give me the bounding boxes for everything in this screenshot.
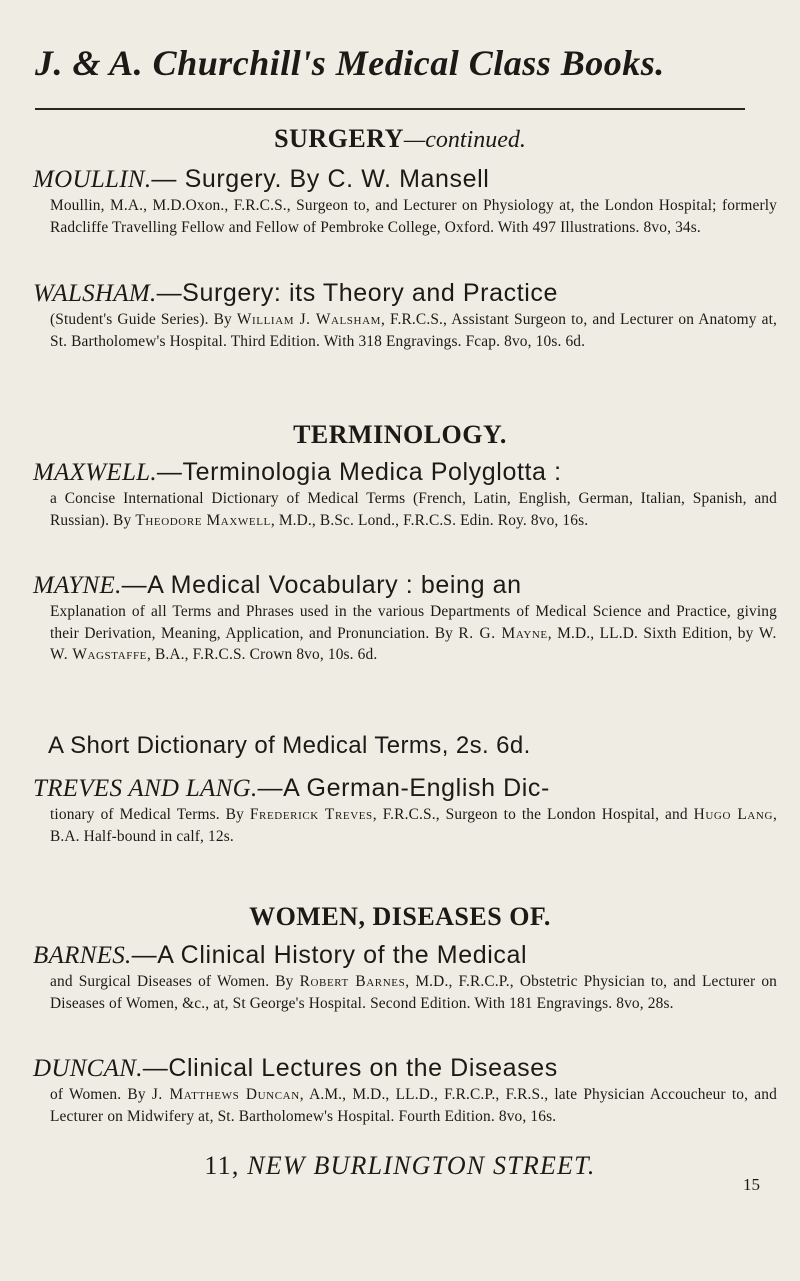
entry-barnes (33, 940, 778, 1014)
entry-maxwell (33, 457, 778, 531)
entry-title: A Medical Vocabulary : being an (147, 571, 522, 599)
entry-author: BARNES. (33, 942, 132, 969)
publisher-address (0, 1151, 800, 1181)
author-name: Robert Barnes (299, 973, 406, 990)
description-text: , M.D., F.R.C.P., Obstetric Physician to, and Lecturer on Diseases of Women, &c., at, St George's Hospital. Second Edition. With 181 Engravings. 8vo, 28s. (50, 973, 778, 1012)
description-text: , B.A. Half-bound in calf, 12s. (50, 806, 778, 845)
entry-heading (33, 773, 778, 804)
entry-mayne (33, 570, 778, 666)
entry-heading (33, 570, 778, 601)
description-text: and Surgical Diseases of Women. By (50, 973, 300, 990)
description-text: , B.A., F.R.C.S. Crown 8vo, 10s. 6d. (147, 646, 378, 663)
short-dictionary-entry: A Short Dictionary of Medical Terms, 2s. 6d. (48, 732, 531, 759)
author-name: William J. Walsham (236, 311, 381, 328)
entry-description: Moullin, M.A., M.D.Oxon., F.R.C.S., Surgeon to, and Lecturer on Physiology at, the London Hospital; formerly Radcliffe Travelling Fellow and Fellow of Pembroke College, Oxford. With 497 Illustrations. 8vo, 34s. (50, 197, 777, 236)
description-text: , A.M., M.D., LL.D., F.R.C.P., F.R.S., late Physician Accoucheur to, and Lecturer on Midwifery at, St. Bartholomew's Hospital. Fourth Edition. 8vo, 16s. (50, 1086, 777, 1125)
entry-author: MOULLIN. (33, 166, 152, 193)
entry-dash: — (142, 1054, 169, 1082)
entry-author: MAXWELL. (33, 459, 157, 486)
description-text: a Concise International Dictionary of Medical Terms (French, Latin, English, German, Italian, Spanish, and Russian). By (50, 490, 777, 529)
section-title: SURGERY (274, 124, 404, 153)
author-name: Theodore Maxwell (135, 511, 271, 529)
entry-dash: — (131, 941, 158, 969)
section-continued: —continued. (403, 127, 526, 153)
description-text: , M.D., B.Sc. Lond., F.R.C.S. Edin. Roy. 8vo, 16s. (270, 511, 589, 529)
entry-title: A Clinical History of the Medical (157, 941, 528, 969)
entry-dash: — (257, 774, 284, 802)
description-text: , M.D., LL.D. Sixth Edition, by (547, 624, 759, 642)
entry-title: Clinical Lectures on the Diseases (168, 1054, 558, 1082)
entry-heading (33, 1053, 778, 1084)
author-name: Frederick Treves (249, 806, 373, 823)
entry-moullin (33, 164, 778, 238)
section-heading-surgery (0, 124, 800, 154)
entry-title: A German-English Dic- (283, 774, 550, 802)
entry-walsham (33, 278, 778, 352)
entry-title: Terminologia Medica Polyglotta : (182, 458, 562, 486)
entry-description (50, 488, 777, 531)
section-heading-women-diseases: WOMEN, DISEASES OF. (249, 902, 551, 931)
header-rule (35, 108, 745, 110)
entry-author: WALSHAM. (33, 280, 157, 307)
entry-description (50, 971, 777, 1014)
description-text: , F.R.C.S., Assistant Surgeon to, and Lecturer on Anatomy at, St. Bartholomew's Hospital. Third Edition. With 318 Engravings. Fcap. 8vo, 10s. 6d. (50, 311, 777, 350)
address-number: 11, (204, 1151, 240, 1180)
entry-dash: — (156, 458, 183, 486)
entry-description (50, 1084, 777, 1127)
author-name: W. W. Wagstaffe (50, 624, 777, 663)
author-name: R. G. Mayne (458, 624, 548, 642)
entry-dash: — (156, 279, 183, 307)
entry-heading (33, 457, 778, 488)
entry-author: TREVES AND LANG. (33, 775, 258, 802)
page-number: 15 (743, 1175, 760, 1194)
running-title: J. & A. Churchill's Medical Class Books. (35, 43, 665, 83)
author-name: Hugo Lang (693, 806, 774, 823)
entry-description (50, 309, 777, 352)
entry-heading (33, 940, 778, 971)
entry-dash: — (121, 571, 148, 599)
address-street: NEW BURLINGTON STREET. (247, 1151, 596, 1180)
author-name: J. Matthews Duncan (151, 1086, 300, 1103)
entry-title: Surgery. By C. W. Mansell (184, 165, 490, 193)
description-text: , F.R.C.S., Surgeon to the London Hospital, and (372, 806, 694, 823)
entry-heading (33, 278, 778, 309)
entry-author: MAYNE. (33, 572, 122, 599)
description-text: (Student's Guide Series). By (50, 311, 237, 328)
entry-heading (33, 164, 778, 195)
entry-title: Surgery: its Theory and Practice (182, 279, 559, 307)
description-text: tionary of Medical Terms. By (50, 806, 250, 823)
entry-description (50, 601, 777, 666)
entry-description (50, 804, 777, 847)
description-text: of Women. By (50, 1086, 152, 1103)
entry-dash: — (151, 165, 178, 193)
section-heading-terminology: TERMINOLOGY. (293, 420, 507, 449)
description-text: Explanation of all Terms and Phrases used in the various Departments of Medical Science and Practice, giving their Derivation, Meaning, Application, and Pronunciation. By (50, 603, 777, 642)
entry-treves-and-lang (33, 773, 778, 847)
entry-author: DUNCAN. (33, 1055, 143, 1082)
entry-duncan (33, 1053, 778, 1127)
